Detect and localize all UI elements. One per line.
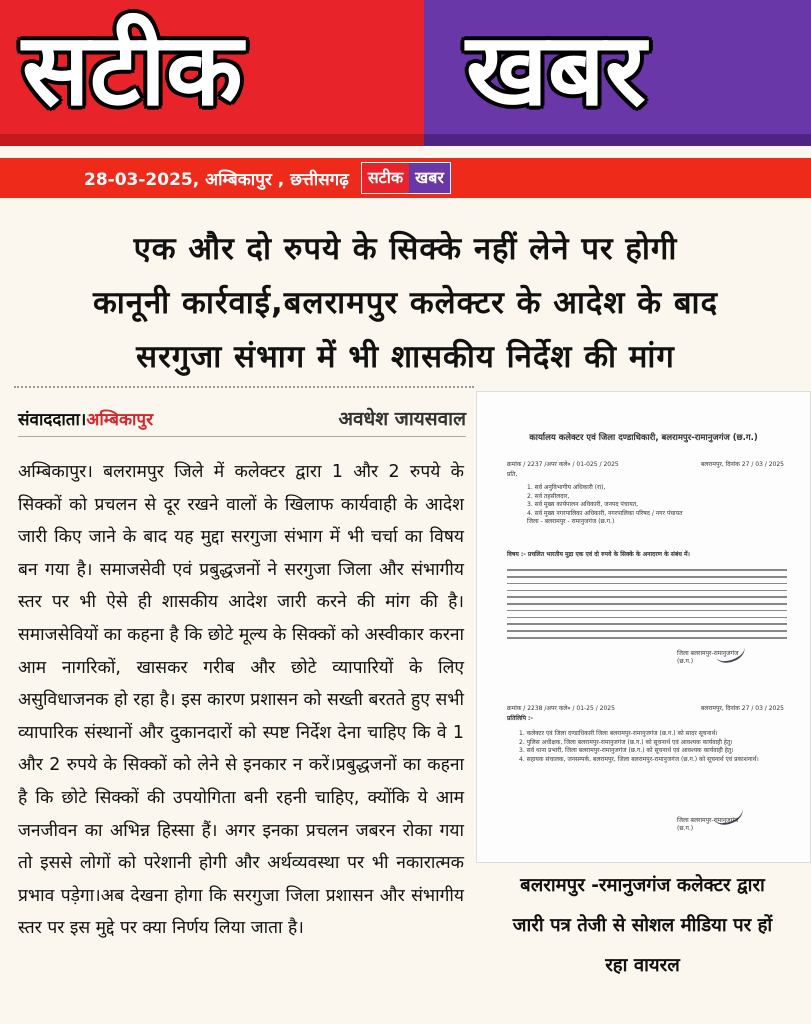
letter-copy-list: [519, 730, 789, 764]
letter-ref: क्रमांक / 2237 /अपर कले० / 01-025 / 2025: [507, 461, 619, 468]
letter-recipient-4: 4. सर्व मुख्य नगरपालिका अधिकारी, नगरपालिका परिषद / नगर पंचायत: [527, 509, 683, 517]
letter-sign2-line-2: (छ.ग.): [677, 825, 694, 832]
letter-copy-1: 1. कलेक्टर एवं जिला दण्डाधिकारी जिला बलरामपुर-रामानुजगंज (छ.ग.) को सादर सूचनार्थ।: [519, 730, 718, 737]
letter-sign-line-2: (छ.ग.): [677, 658, 694, 665]
reporter-label: संवाददाता।: [18, 409, 87, 430]
letter-copy-4: 4. सहायक संचालक, जनसम्पर्क, बलरामपुर, जिला बलरामपुर-रामानुजगंज (छ.ग.) को सूचनार्थ एवं प्रकाशनार्थ।: [519, 755, 759, 763]
mini-logo-right: खबर: [409, 163, 450, 193]
letter-header: कार्यालय कलेक्टर एवं जिला दण्डाधिकारी, बलरामपुर-रामानुजगंज (छ.ग.): [529, 433, 758, 443]
letter-sign2-line-1: जिला बलरामपुर-रामानुजगंज: [677, 817, 739, 824]
letter-recipient-5: जिला - बलरामपुर - रामानुजगंज (छ.ग.): [527, 518, 615, 525]
reporter-credit: [18, 407, 153, 430]
caption-line-1: बलरामपुर -रमानुजगंज कलेक्टर द्वारा: [520, 875, 765, 896]
letter-copy-2: 2. पुलिस अधीक्षक, जिला बलरामपुर-रामानुजगंज (छ.ग.) को सूचनार्थ एवं आवश्यक कार्यवाही हेतु।: [519, 738, 733, 746]
caption-line-3: रहा वायरल: [605, 955, 680, 976]
masthead-title-left: सटीक: [22, 11, 243, 128]
letter-copy-3: 3. सर्व थाना प्रभारी, जिला बलरामपुर-रामानुजगंज (छ.ग.) को सूचनार्थ एवं आवश्यक कार्यवाही हेतु।: [519, 747, 734, 754]
byline: [18, 400, 466, 437]
caption-line-2: जारी पत्र तेजी से सोशल मीडिया पर हों: [512, 915, 773, 936]
headline-line-1: एक और दो रुपये के सिक्के नहीं लेने पर होगी: [133, 231, 678, 267]
letter-date-2: बलरामपुर, दिनांक 27 / 03 / 2025: [700, 705, 784, 712]
image-caption: [476, 866, 809, 986]
masthead-right-panel: [424, 0, 811, 146]
official-letter-image: [476, 391, 811, 863]
dateline-text: 28-03-2025, अम्बिकापुर , छत्तीसगढ़: [84, 169, 349, 190]
letter-signature-block: [677, 650, 738, 666]
letter-date: बलरामपुर, दिनांक 27 / 03 / 2025: [700, 461, 784, 468]
letter-subject: विषय :- प्रचलित भारतीय मुद्रा एक एवं दो रुपये के सिक्के के अनादरण के संबंध में।: [507, 551, 690, 558]
author-name: अवधेश जायसवाल: [338, 408, 466, 430]
masthead-title-right: खबर: [466, 11, 646, 128]
reporter-place: अम्बिकापुर: [86, 409, 154, 430]
letter-recipient-2: 2. सर्व तहसीलदार,: [527, 492, 570, 500]
letter-recipients: [527, 484, 683, 527]
article-body: अम्बिकापुर। बलरामपुर जिले में कलेक्टर द्वारा 1 और 2 रुपये के सिक्कों को प्रचलन से दूर रखने वालों के खिलाफ कार्यवाही के आदेश जारी किए जाने के बाद यह मुद्दा सरगुजा संभाग में भी चर्चा का विषय बन गया है। समाजसेवी एवं प्रबुद्धजनों ने सरगुजा जिला और संभागीय स्तर पर भी ऐसे ही शासकीय आदेश जारी करने की मांग की है। समाजसेवियों का कहना है कि छोटे मूल्य के सिक्कों को अस्वीकार करना आम नागरिकों, खासकर गरीब और छोटे व्यापारियों के लिए असुविधाजनक हो रहा है। इस कारण प्रशासन को सख्ती बरतते हुए सभी व्यापारिक संस्थानों और दुकानदारों को स्पष्ट निर्देश देना चाहिए कि वे 1 और 2 रुपये के सिक्कों को लेने से इनकार न करें।प्रबुद्धजनों का कहना है कि छोटे सिक्कों की उपयोगिता बनी रहनी चाहिए, क्योंकि ये आम जनजीवन का अभिन्न हिस्सा हैं। अगर इनका प्रचलन जबरन रोका गया तो इससे लोगों को परेशानी होगी और अर्थव्यवस्था पर भी नकारात्मक प्रभाव पड़ेगा।अब देखना होगा कि सरगुजा जिला प्रशासन और संभागीय स्तर पर इस मुद्दे पर क्या निर्णय लिया जाता है।: [18, 462, 464, 939]
letter-recipient-3: 3. सर्व मुख्य कार्यपालन अधिकारी, जनपद पंचायत,: [527, 501, 639, 508]
letter-copy-label: प्रतिलिपि :-: [507, 715, 533, 722]
letter-body-lines: [507, 564, 787, 644]
letter-sign-line-1: जिला बलरामपुर-रामानुजगंज: [677, 650, 739, 657]
letter-signature-block-2: [677, 817, 738, 833]
headline: [20, 222, 791, 384]
masthead-left-panel: [0, 0, 424, 146]
headline-line-2: कानूनी कार्रवाई,बलरामपुर कलेक्टर के आदेश के बाद: [92, 285, 719, 321]
headline-line-3: सरगुजा संभाग में भी शासकीय निर्देश की मांग: [136, 339, 675, 375]
letter-prati: प्रति,: [507, 471, 518, 478]
mini-logo: [361, 162, 451, 194]
masthead: [0, 0, 811, 146]
dotted-divider: [14, 386, 474, 388]
dateline-bar: [0, 158, 811, 198]
mini-logo-left: सटीक: [362, 163, 409, 193]
letter-ref-2: क्रमांक / 2238 /अपर कले० / 01-25 / 2025: [507, 705, 615, 712]
letter-recipient-1: 1. सर्व अनुविभागीय अधिकारी (रा),: [527, 484, 606, 491]
